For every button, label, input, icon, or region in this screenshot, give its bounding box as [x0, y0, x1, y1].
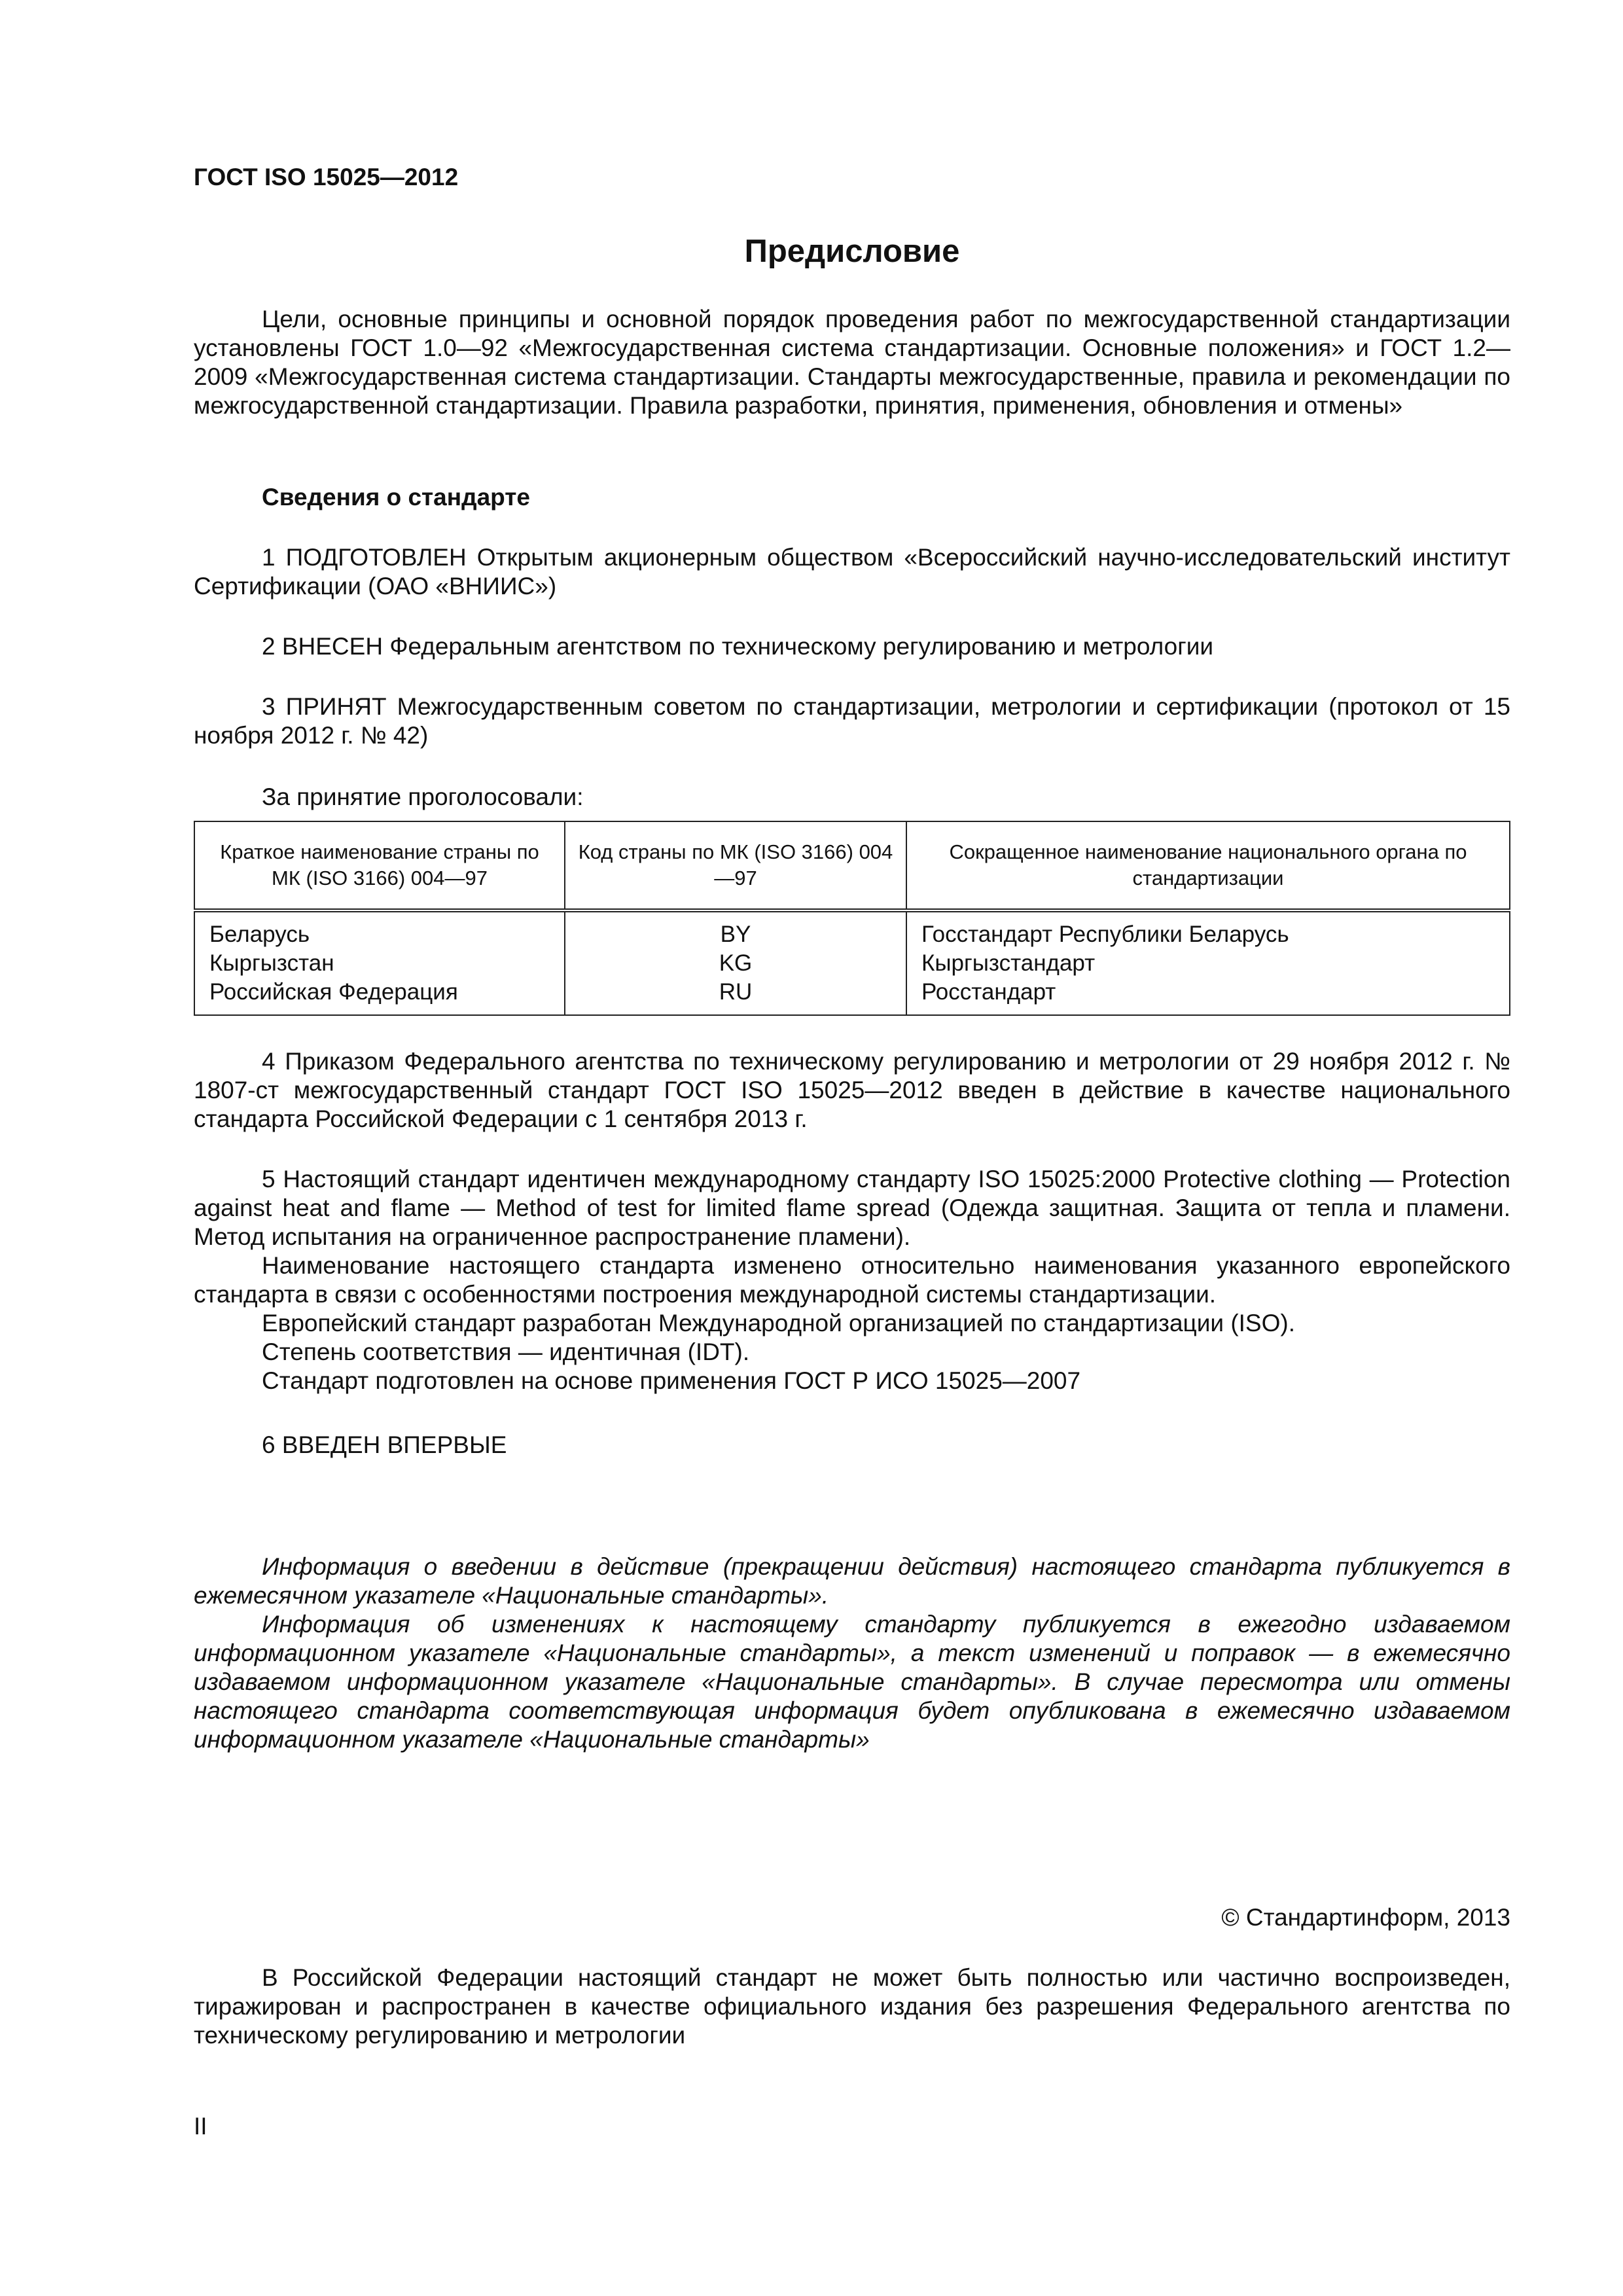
item-6-paragraph: 6 ВВЕДЕН ВПЕРВЫЕ — [262, 1431, 507, 1458]
page-title: Предисловие — [744, 234, 960, 269]
page-number: II — [194, 2113, 207, 2140]
info-paragraph-1: Информация о введении в действие (прекращении действия) настоящего стандарта публикуется в ежемесячном указателе «Национальные стандарты». — [194, 1553, 1510, 1609]
country-code: KG — [719, 950, 753, 976]
country-code: BY — [720, 922, 751, 947]
item-5-block — [194, 1165, 1510, 1395]
item-3-paragraph: 3 ПРИНЯТ Межгосударственным советом по стандартизации, метрологии и сертификации (протокол от 15 ноября 2012 г. № 42) — [194, 693, 1510, 749]
item-2-paragraph: 2 ВНЕСЕН Федеральным агентством по техническому регулированию и метрологии — [262, 633, 1214, 660]
table-cell-body — [906, 910, 1510, 1015]
country-name: Беларусь — [209, 922, 310, 947]
standards-body: Госстандарт Республики Беларусь — [921, 922, 1289, 947]
item-5-conformity: Степень соответствия — идентичная (IDT). — [262, 1338, 750, 1365]
country-name: Российская Федерация — [209, 979, 458, 1005]
reproduction-notice: В Российской Федерации настоящий стандарт не может быть полностью или частично воспроизведен, тиражирован и распространен в качестве официального издания без разрешения Федерального агентства по техническому регулированию и метрологии — [194, 1964, 1510, 2049]
table-row — [194, 910, 1510, 1015]
standards-body: Кыргызстандарт — [921, 950, 1096, 976]
country-code: RU — [719, 979, 753, 1005]
table-cell-code — [565, 910, 906, 1015]
table-header-country: Краткое наименование страны по МК (ISO 3166) 004—97 — [194, 821, 565, 910]
item-5-main: 5 Настоящий стандарт идентичен международному стандарту ISO 15025:2000 Protective clothing — Protection against heat and flame — Method of test for limited flame spread (Одежда защитная. Защита от тепла и пламени. Метод испытания на ограниченное распространение пламени). — [194, 1166, 1510, 1250]
copyright-line: © Стандартинформ, 2013 — [1221, 1904, 1510, 1931]
item-5-developer: Европейский стандарт разработан Международной организацией по стандартизации (ISO). — [262, 1310, 1295, 1336]
item-4-paragraph: 4 Приказом Федерального агентства по техническому регулированию и метрологии от 29 ноября 2012 г. № 1807-ст межгосударственный стандарт ГОСТ ISO 15025—2012 введен в действие в качестве национального стандарта Российской Федерации с 1 сентября 2013 г. — [194, 1048, 1510, 1132]
info-paragraph-2: Информация об изменениях к настоящему стандарту публикуется в ежегодно издаваемом информационном указателе «Национальные стандарты», а текст изменений и поправок — в ежемесячно издаваемом информационном указателе «Национальные стандарты». В случае пересмотра или отмены настоящего стандарта соответствующая информация будет опубликована в ежемесячно издаваемом информационном указателе «Национальные стандарты» — [194, 1611, 1510, 1753]
intro-paragraph: Цели, основные принципы и основной порядок проведения работ по межгосударственной стандартизации установлены ГОСТ 1.0—92 «Межгосударственная система стандартизации. Основные положения» и ГОСТ 1.2—2009 «Межгосударственная система стандартизации. Стандарты межгосударственные, правила и рекомендации по межгосударственной стандартизации. Правила разработки, принятия, применения, обновления и отмены» — [194, 306, 1510, 419]
item-5-basis: Стандарт подготовлен на основе применения ГОСТ Р ИСО 15025—2007 — [262, 1367, 1081, 1394]
table-header-row — [194, 821, 1510, 910]
voting-table — [194, 821, 1510, 1016]
voted-label: За принятие проголосовали: — [262, 783, 584, 810]
item-5-name-change: Наименование настоящего стандарта изменено относительно наименования указанного европейского стандарта в связи с особенностями построения международной системы стандартизации. — [194, 1252, 1510, 1308]
country-name: Кыргызстан — [209, 950, 334, 976]
section-heading: Сведения о стандарте — [262, 484, 530, 511]
table-header-body: Сокращенное наименование национального органа по стандартизации — [906, 821, 1510, 910]
info-block — [194, 1552, 1510, 1754]
table-cell-country — [194, 910, 565, 1015]
document-header: ГОСТ ISO 15025—2012 — [194, 164, 459, 190]
table-header-code: Код страны по МК (ISO 3166) 004—97 — [565, 821, 906, 910]
standards-body: Росстандарт — [921, 979, 1056, 1005]
item-1-paragraph: 1 ПОДГОТОВЛЕН Открытым акционерным обществом «Всероссийский научно-исследовательский институт Сертификации (ОАО «ВНИИС») — [194, 544, 1510, 600]
